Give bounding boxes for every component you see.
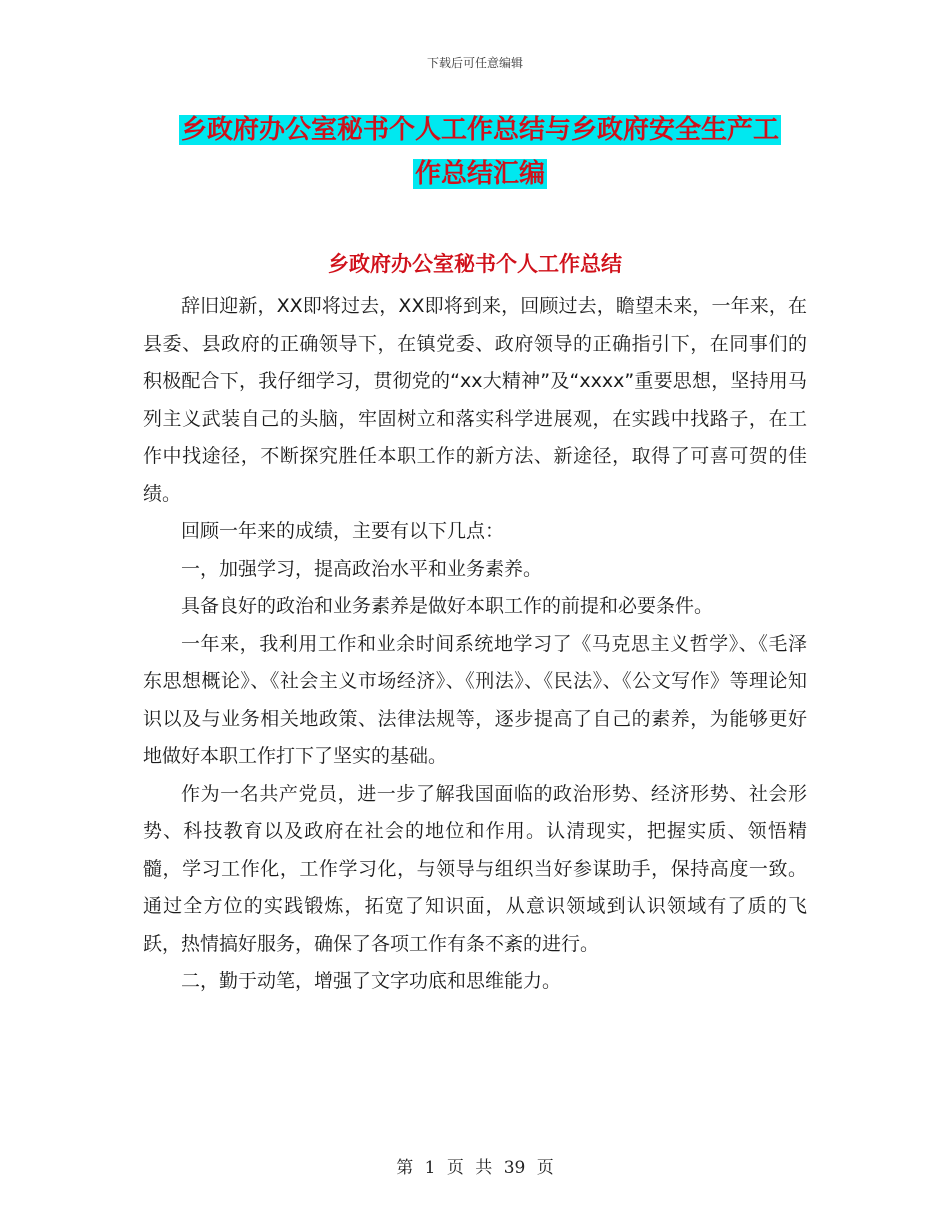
paragraph: 一，加强学习，提高政治水平和业务素养。 bbox=[181, 557, 543, 580]
document-title bbox=[140, 108, 820, 196]
page-footer: 第 1 页 共 39 页 bbox=[396, 1158, 554, 1178]
header-note: 下载后可任意编辑 bbox=[426, 56, 523, 70]
title-line-1: 乡政府办公室秘书个人工作总结与乡政府安全生产工 bbox=[180, 115, 779, 145]
title-line-2: 作总结汇编 bbox=[414, 159, 545, 189]
section-title: 乡政府办公室秘书个人工作总结 bbox=[328, 252, 622, 276]
paragraph: 辞旧迎新，XX即将过去，XX即将到来，回顾过去，瞻望未来，一年来，在县委、县政府的正确领导下，在镇党委、政府领导的正确指引下，在同事们的积极配合下，我仔细学习，贯彻党的“xx大精神”及“xxxx”重要思想，坚持用马列主义武装自己的头脑，牢固树立和落实科学进展观，在实践中找路子，在工作中找途径，不断探究胜任本职工作的新方法、新途径，取得了可喜可贺的佳绩。 bbox=[143, 295, 807, 505]
paragraph: 回顾一年来的成绩，主要有以下几点： bbox=[181, 520, 505, 542]
paragraph: 作为一名共产党员，进一步了解我国面临的政治形势、经济形势、社会形势、科技教育以及政府在社会的地位和作用。认清现实，把握实质、领悟精髓，学习工作化，工作学习化，与领导与组织当好参谋助手，保持高度一致。通过全方位的实践锻炼，拓宽了知识面，从意识领域到认识领域有了质的飞跃，热情搞好服务，确保了各项工作有条不紊的进行。 bbox=[143, 782, 807, 955]
document-body bbox=[143, 288, 807, 1001]
paragraph: 一年来，我利用工作和业余时间系统地学习了《马克思主义哲学》、《毛泽东思想概论》、《社会主义市场经济》、《刑法》、《民法》、《公文写作》等理论知识以及与业务相关地政策、法律法规等，逐步提高了自己的素养，为能够更好地做好本职工作打下了坚实的基础。 bbox=[143, 632, 807, 767]
paragraph: 具备良好的政治和业务素养是做好本职工作的前提和必要条件。 bbox=[181, 595, 714, 617]
paragraph: 二，勤于动笔，增强了文字功底和思维能力。 bbox=[181, 970, 562, 992]
